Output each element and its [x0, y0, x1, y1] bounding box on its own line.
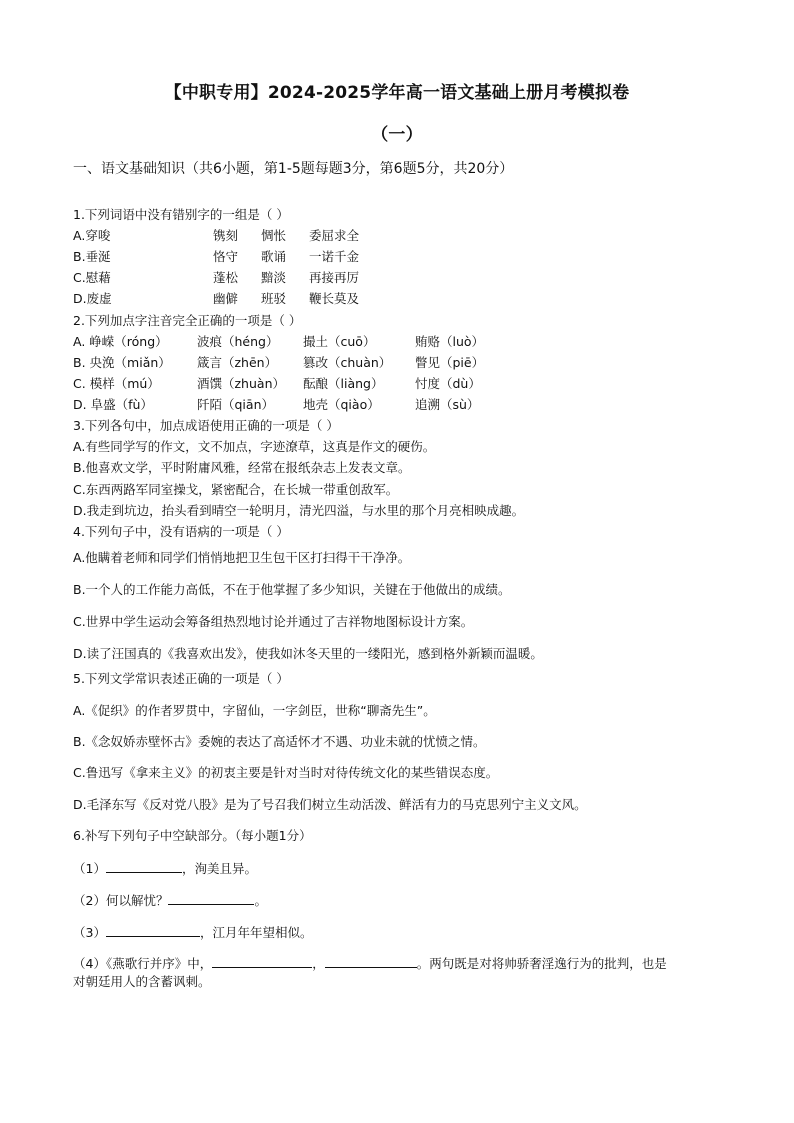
q4-option-a: A.他瞒着老师和同学们悄悄地把卫生包干区打扫得干干净净。	[73, 550, 411, 565]
q6-item-4-continued: 对朝廷用人的含蓄讽刺。	[73, 974, 211, 989]
q4-option-d: D.读了汪国真的《我喜欢出发》，使我如沐冬天里的一缕阳光，感到格外新颖而温暖。	[73, 646, 543, 661]
q6-item-2-blank[interactable]	[168, 892, 254, 905]
q6-item-4-blank-1[interactable]	[212, 955, 312, 968]
q6-stem: 6.补写下列句子中空缺部分。（每小题1分）	[73, 828, 312, 843]
q5-stem: 5.下列文学常识表述正确的一项是（ ）	[73, 671, 289, 686]
q6-item-1: （1） ，洵美且异。	[73, 861, 257, 876]
q4-stem: 4.下列句子中，没有语病的一项是（ ）	[73, 524, 289, 539]
q5-option-c: C.鲁迅写《拿来主义》的初衷主要是针对当时对待传统文化的某些错误态度。	[73, 765, 499, 780]
q3-option-a: A.有些同学写的作文，文不加点，字迹潦草，这真是作文的硬伤。	[73, 439, 436, 454]
q6-item-4: （4）《燕歌行并序》中， ， 。两句既是对将帅骄奢淫逸行为的批判，也是	[73, 956, 667, 971]
q2-stem: 2.下列加点字注音完全正确的一项是（ ）	[73, 313, 302, 328]
q3-option-d: D.我走到坑边，抬头看到晴空一轮明月，清光四溢，与水里的那个月亮相映成趣。	[73, 503, 525, 518]
q1-stem: 1.下列词语中没有错别字的一组是（ ）	[73, 207, 289, 222]
q3-option-b: B.他喜欢文学，平时附庸风雅，经常在报纸杂志上发表文章。	[73, 460, 411, 475]
q3-stem: 3.下列各句中，加点成语使用正确的一项是（ ）	[73, 418, 339, 433]
q3-option-c: C.东西两路军同室操戈，紧密配合，在长城一带重创敌军。	[73, 482, 399, 497]
q6-item-3-blank[interactable]	[106, 924, 200, 937]
q6-item-4-blank-2[interactable]	[325, 955, 417, 968]
q4-option-c: C.世界中学生运动会筹备组热烈地讨论并通过了吉祥物地图标设计方案。	[73, 614, 474, 629]
q5-option-d: D.毛泽东写《反对党八股》是为了号召我们树立生动活泼、鲜活有力的马克思列宁主义文风。	[73, 797, 587, 812]
q2-option-d: D. 阜盛（fù） 阡陌（qiān） 地壳（qiào） 追溯（sù）	[73, 397, 480, 412]
q2-option-b: B. 央浼（miǎn） 箴言（zhēn） 篡改（chuàn） 瞥见（piē）	[73, 355, 485, 370]
q1-option-a: A.穿唆 镌刻 惆怅 委屈求全	[73, 228, 360, 243]
section-heading: 一、语文基础知识（共6小题，第1-5题每题3分，第6题5分，共20分）	[73, 161, 514, 177]
q4-option-b: B.一个人的工作能力高低，不在于他掌握了多少知识，关键在于他做出的成绩。	[73, 582, 511, 597]
q2-option-a: A. 峥嵘（róng） 波痕（héng） 撮土（cuō） 贿赂（luò）	[73, 334, 485, 349]
q5-option-a: A.《促织》的作者罗贯中，字留仙，一字剑臣，世称“聊斋先生”。	[73, 703, 436, 718]
q1-option-b: B.垂涎 恪守 歌诵 一诺千金	[73, 249, 360, 264]
q6-item-2: （2）何以解忧？ 。	[73, 893, 267, 908]
exam-subtitle: （一）	[371, 125, 423, 145]
exam-title: 【中职专用】2024-2025学年高一语文基础上册月考模拟卷	[164, 83, 630, 103]
q1-option-c: C.慰藉 蓬松 黯淡 再接再厉	[73, 270, 360, 285]
q6-item-1-blank[interactable]	[106, 860, 182, 873]
q2-option-c: C. 模样（mú） 酒馔（zhuàn） 酝酿（liàng） 忖度（dù）	[73, 376, 481, 391]
q6-item-3: （3） ，江月年年望相似。	[73, 925, 313, 940]
q5-option-b: B.《念奴娇赤壁怀古》委婉的表达了高适怀才不遇、功业未就的忧愤之情。	[73, 734, 486, 749]
q1-option-d: D.废虚 幽僻 班驳 鞭长莫及	[73, 291, 360, 306]
